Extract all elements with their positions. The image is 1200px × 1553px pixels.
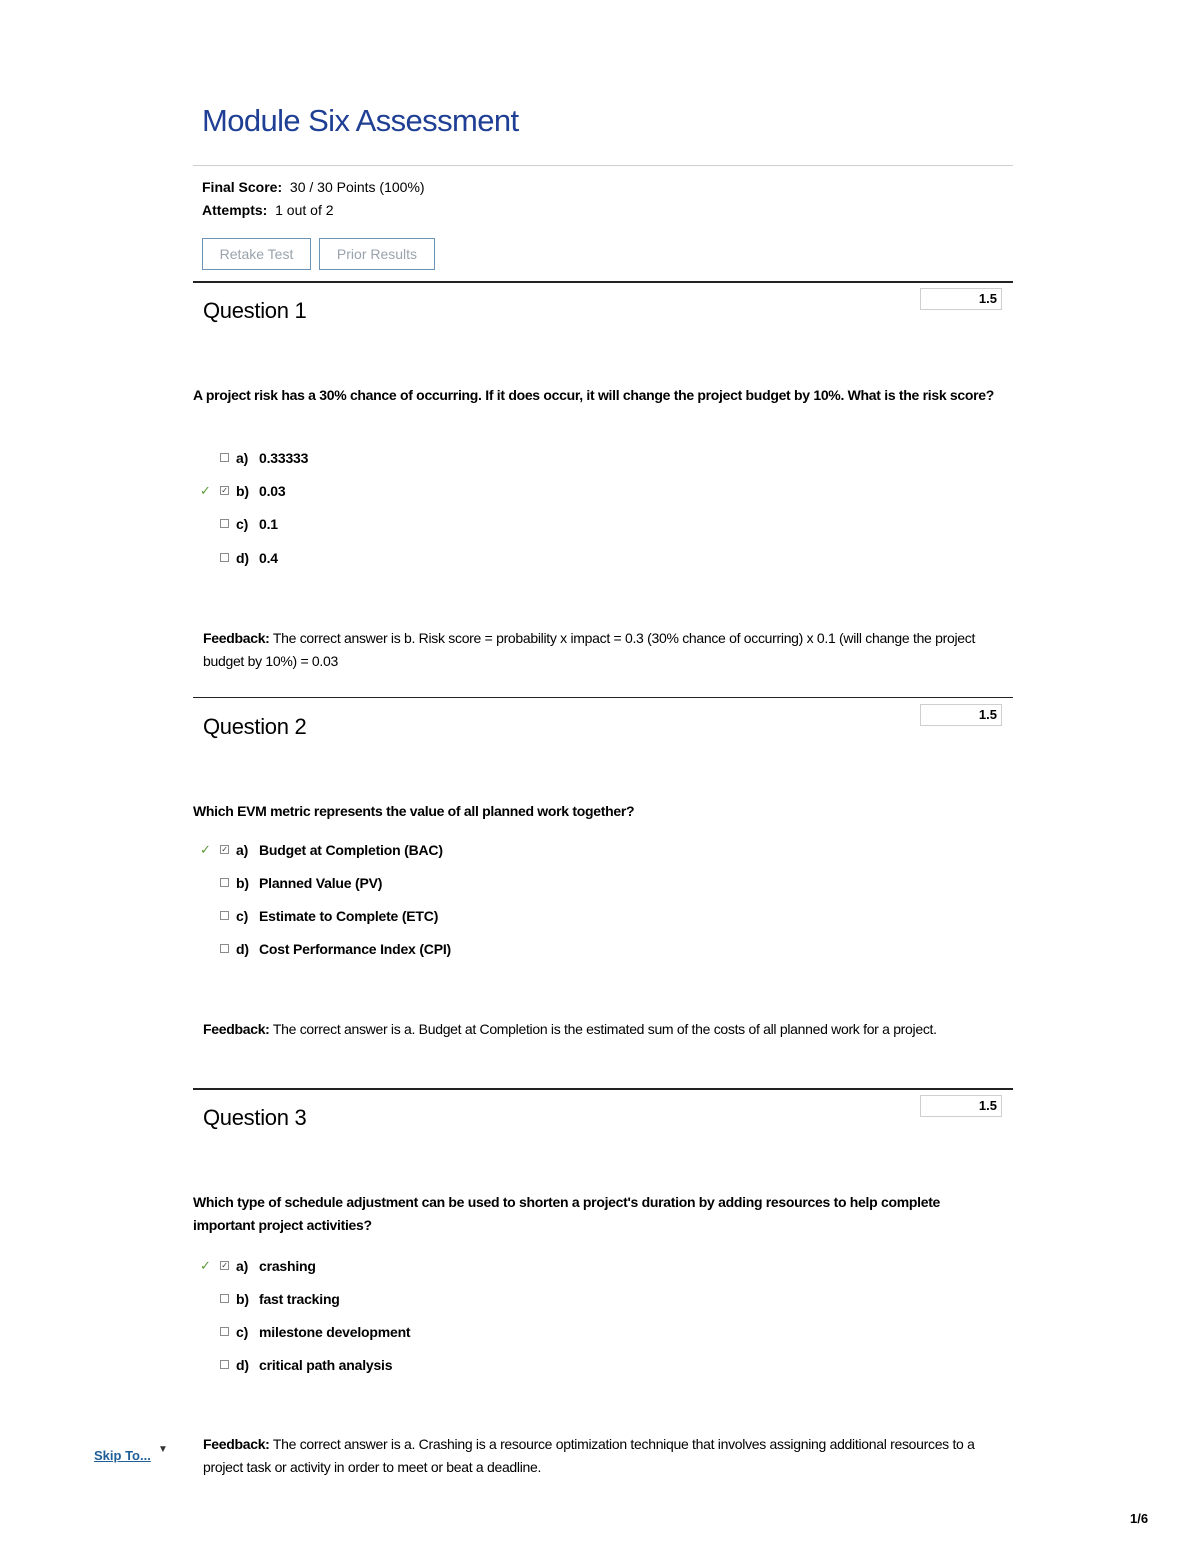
question-score: 1.5 <box>920 288 1002 310</box>
final-score-row <box>202 176 425 199</box>
checkbox[interactable] <box>220 453 229 462</box>
option-text: 0.1 <box>259 516 278 532</box>
feedback <box>203 1433 1003 1479</box>
final-score-value: 30 / 30 Points (100%) <box>289 179 425 195</box>
score-summary <box>202 176 425 222</box>
checkbox[interactable] <box>220 911 229 920</box>
option-text: 0.03 <box>259 483 286 499</box>
option-letter: b) <box>236 1291 249 1307</box>
final-score-label: Final Score: <box>202 179 283 195</box>
attempts-value: 1 out of 2 <box>275 202 334 218</box>
option-text: milestone development <box>259 1324 411 1340</box>
correct-check-icon: ✓ <box>200 842 211 857</box>
feedback-label: Feedback: <box>203 1436 270 1452</box>
feedback-label: Feedback: <box>203 1021 270 1037</box>
option-letter: b) <box>236 483 249 499</box>
option-letter: a) <box>236 450 249 466</box>
checkbox[interactable] <box>220 878 229 887</box>
checkbox[interactable] <box>220 1360 229 1369</box>
feedback-label: Feedback: <box>203 630 270 646</box>
page-number: 1/6 <box>1130 1511 1149 1526</box>
option-letter: c) <box>236 516 249 532</box>
checkbox[interactable] <box>220 944 229 953</box>
question-divider <box>193 1088 1013 1090</box>
question-text: Which EVM metric represents the value of all planned work together? <box>193 803 635 819</box>
option-text: 0.4 <box>259 550 278 566</box>
feedback-text: The correct answer is b. Risk score = probability x impact = 0.3 (30% chance of occurring) x 0.1 (will change the project budget by 10%) = 0.03 <box>203 630 976 669</box>
option-letter: d) <box>236 941 249 957</box>
title-divider <box>193 165 1013 166</box>
option-text: Estimate to Complete (ETC) <box>259 908 439 924</box>
question-text: A project risk has a 30% chance of occurring. If it does occur, it will change the project budget by 10%. What is the risk score? <box>193 387 995 403</box>
option-text: Planned Value (PV) <box>259 875 383 891</box>
feedback <box>203 627 1003 673</box>
option-text: Cost Performance Index (CPI) <box>259 941 451 957</box>
checkbox[interactable] <box>220 553 229 562</box>
question-title: Question 2 <box>203 714 307 739</box>
question-title: Question 1 <box>203 298 307 323</box>
checkbox[interactable]: ✓ <box>221 486 228 495</box>
question-divider <box>193 697 1013 698</box>
attempts-row <box>202 199 425 222</box>
option-text: fast tracking <box>259 1291 340 1307</box>
feedback <box>203 1018 1003 1041</box>
retake-test-button[interactable]: Retake Test <box>202 238 311 270</box>
option-letter: c) <box>236 908 249 924</box>
question-score: 1.5 <box>920 1095 1002 1117</box>
option-letter: d) <box>236 1357 249 1373</box>
question-score: 1.5 <box>920 704 1002 726</box>
option-text: crashing <box>259 1258 316 1274</box>
caret-down-icon[interactable]: ▼ <box>158 1444 168 1455</box>
skip-to-link[interactable]: Skip To... <box>94 1448 151 1463</box>
question-divider <box>193 281 1013 283</box>
page-title: Module Six Assessment <box>202 103 519 138</box>
option-text: 0.33333 <box>259 450 309 466</box>
checkbox[interactable] <box>220 519 229 528</box>
option-letter: d) <box>236 550 249 566</box>
checkbox[interactable]: ✓ <box>221 1261 228 1270</box>
option-letter: a) <box>236 842 249 858</box>
question-title: Question 3 <box>203 1105 307 1130</box>
correct-check-icon: ✓ <box>200 483 211 498</box>
correct-check-icon: ✓ <box>200 1258 211 1273</box>
option-letter: c) <box>236 1324 249 1340</box>
option-letter: a) <box>236 1258 249 1274</box>
prior-results-button[interactable]: Prior Results <box>319 238 435 270</box>
checkbox[interactable] <box>220 1327 229 1336</box>
option-text: Budget at Completion (BAC) <box>259 842 443 858</box>
feedback-text: The correct answer is a. Crashing is a resource optimization technique that involves assigning additional resources to a project task or activity in order to meet or beat a deadline. <box>203 1436 975 1475</box>
question-text: Which type of schedule adjustment can be used to shorten a project's duration by adding resources to help complete important project activities? <box>193 1194 941 1233</box>
feedback-text: The correct answer is a. Budget at Completion is the estimated sum of the costs of all planned work for a project. <box>272 1021 937 1037</box>
option-letter: b) <box>236 875 249 891</box>
attempts-label: Attempts: <box>202 202 268 218</box>
option-text: critical path analysis <box>259 1357 393 1373</box>
checkbox[interactable]: ✓ <box>221 845 228 854</box>
checkbox[interactable] <box>220 1294 229 1303</box>
